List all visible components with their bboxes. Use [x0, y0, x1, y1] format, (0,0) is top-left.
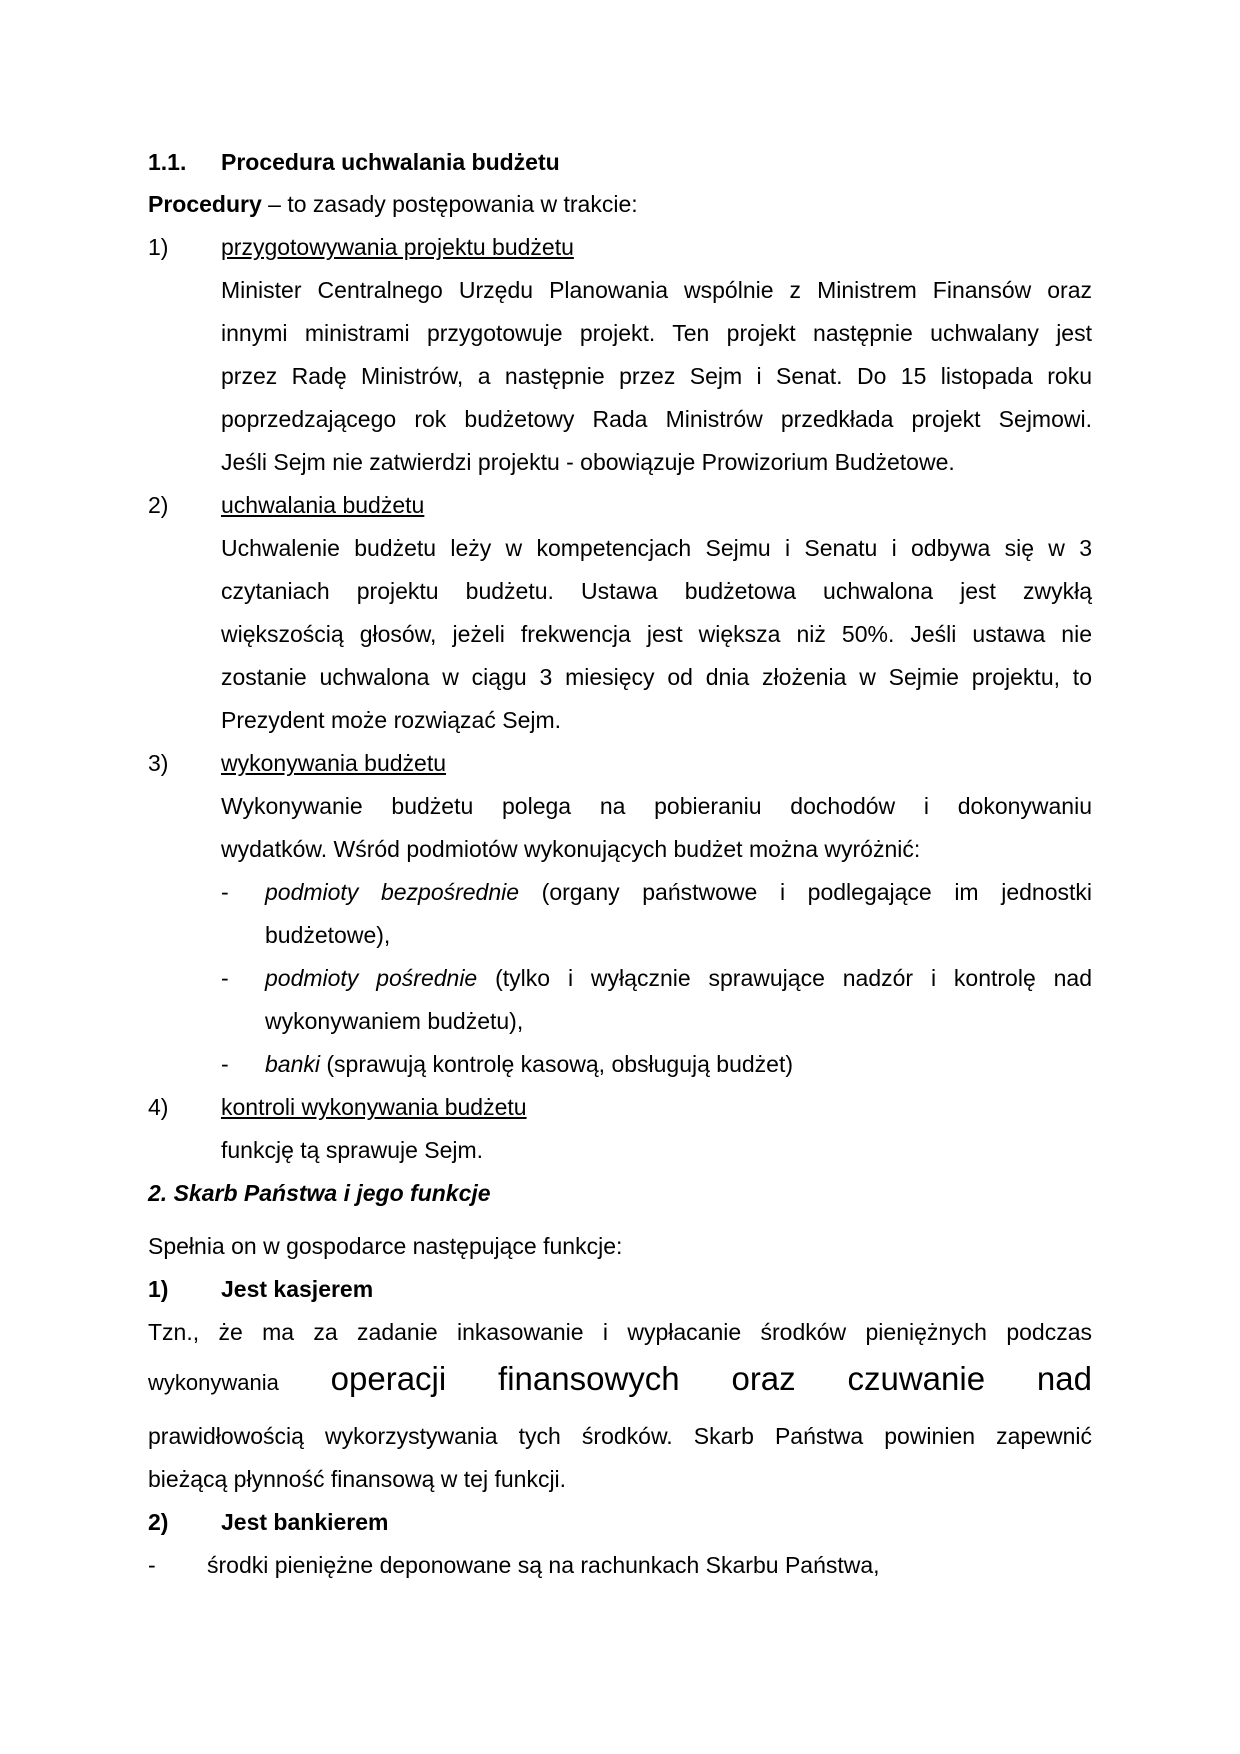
- paragraph-line: innymi ministrami przygotowuje projekt. Ten projekt następnie uchwalany jest: [221, 320, 1092, 346]
- paragraph-line: zostanie uchwalona w ciągu 3 miesięcy od dnia złożenia w Sejmie projektu, to: [221, 664, 1092, 690]
- bullet-continuation: budżetowe),: [265, 922, 391, 948]
- step-title: wykonywania budżetu: [221, 750, 447, 776]
- step-number: 2): [148, 492, 169, 518]
- paragraph-line: Minister Centralnego Urzędu Planowania wspólnie z Ministrem Finansów oraz: [221, 277, 1092, 303]
- paragraph-line: Tzn., że ma za zadanie inkasowanie i wypłacanie środków pieniężnych podczas: [148, 1319, 1092, 1345]
- definition-line: [148, 189, 1092, 219]
- bullet-text: (sprawują kontrolę kasową, obsługują budżet): [319, 1051, 794, 1077]
- function-title: Jest kasjerem: [221, 1276, 374, 1302]
- step-number: 3): [148, 750, 169, 776]
- paragraph-line: czytaniach projektu budżetu. Ustawa budżetowa uchwalona jest zwykłą: [221, 578, 1092, 604]
- definition-rest: – to zasady postępowania w trakcie:: [261, 191, 638, 217]
- function-title: Jest bankierem: [221, 1509, 389, 1535]
- paragraph-line: Jeśli Sejm nie zatwierdzi projektu - obowiązuje Prowizorium Budżetowe.: [221, 449, 955, 475]
- bullet-text: (organy państwowe i podlegające im jednostki: [519, 879, 1092, 905]
- step-title: przygotowywania projektu budżetu: [221, 234, 574, 260]
- bullet-text: (tylko i wyłącznie sprawujące nadzór i kontrolę nad: [477, 965, 1093, 991]
- section-2-intro: Spełnia on w gospodarce następujące funkcje:: [148, 1233, 623, 1259]
- bullet-term: podmioty bezpośrednie: [265, 879, 520, 905]
- paragraph-line: Prezydent może rozwiązać Sejm.: [221, 707, 562, 733]
- bullet-line: [265, 963, 1092, 993]
- bullet-line: [265, 1049, 1092, 1079]
- bullet-dash: -: [221, 879, 229, 905]
- paragraph-line: funkcję tą sprawuje Sejm.: [221, 1137, 484, 1163]
- big-word: finansowych: [498, 1360, 680, 1397]
- mixed-size-line: [148, 1360, 1092, 1398]
- bullet-continuation: wykonywaniem budżetu),: [265, 1008, 524, 1034]
- function-number: 1): [148, 1276, 169, 1302]
- step-title: kontroli wykonywania budżetu: [221, 1094, 527, 1120]
- bullet-term: podmioty pośrednie: [265, 965, 478, 991]
- step-number: 1): [148, 234, 169, 260]
- big-word: nad: [1036, 1360, 1092, 1397]
- section-number: 1.1.: [148, 149, 187, 175]
- paragraph-line: Wykonywanie budżetu polega na pobieraniu dochodów i dokonywaniu: [221, 793, 1092, 819]
- definition-term: Procedury: [148, 191, 262, 217]
- bullet-term: banki: [265, 1051, 320, 1077]
- small-word: wykonywania: [148, 1370, 279, 1395]
- bullet-dash: -: [221, 965, 229, 991]
- paragraph-line: wydatków. Wśród podmiotów wykonujących budżet można wyróżnić:: [221, 836, 921, 862]
- big-word: czuwanie: [847, 1360, 986, 1397]
- paragraph-line: większością głosów, jeżeli frekwencja jest większa niż 50%. Jeśli ustawa nie: [221, 621, 1092, 647]
- big-word: operacji: [330, 1360, 447, 1397]
- bullet-text: środki pieniężne deponowane są na rachunkach Skarbu Państwa,: [207, 1552, 880, 1578]
- big-word: oraz: [731, 1360, 796, 1397]
- bullet-dash: -: [221, 1051, 229, 1077]
- function-number: 2): [148, 1509, 169, 1535]
- paragraph-line: przez Radę Ministrów, a następnie przez Sejm i Senat. Do 15 listopada roku: [221, 363, 1092, 389]
- paragraph-line: bieżącą płynność finansową w tej funkcji.: [148, 1466, 567, 1492]
- section-title: Procedura uchwalania budżetu: [221, 149, 560, 175]
- paragraph-line: Uchwalenie budżetu leży w kompetencjach Sejmu i Senatu i odbywa się w 3: [221, 535, 1092, 561]
- bullet-dash: -: [148, 1552, 156, 1578]
- step-title: uchwalania budżetu: [221, 492, 425, 518]
- bullet-line: [265, 877, 1092, 907]
- step-number: 4): [148, 1094, 169, 1120]
- paragraph-line: prawidłowością wykorzystywania tych środków. Skarb Państwa powinien zapewnić: [148, 1423, 1092, 1449]
- paragraph-line: poprzedzającego rok budżetowy Rada Ministrów przedkłada projekt Sejmowi.: [221, 406, 1092, 432]
- section-2-heading: 2. Skarb Państwa i jego funkcje: [148, 1180, 491, 1206]
